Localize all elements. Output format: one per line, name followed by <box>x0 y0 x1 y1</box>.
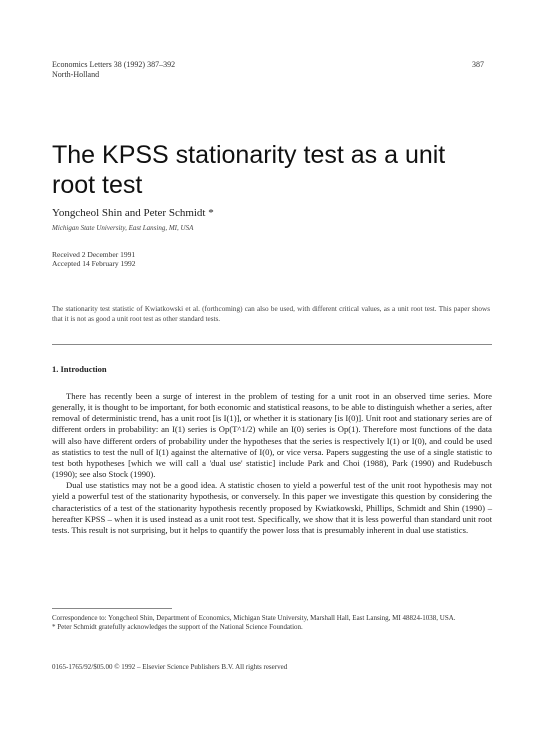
paragraph: Dual use statistics may not be a good idea. A statistic chosen to yield a powerful test of the unit root hypothesis may not yield a powerful test of the stationarity hypothesis, or conversely. In this paper we investigate this question by considering the characteristics of a test of the stationarity hypothesis recently proposed by Kwiatkowski, Phillips, Schmidt and Shin (1990) – hereafter KPSS – when it is used instead as a unit root test. Specifically, we show that it is less powerful than standard unit root tests. This result is not surprising, but it helps to quantify the power loss that is presumably inherent in dual use statistics. <box>52 480 492 535</box>
footnote-divider <box>52 608 172 609</box>
copyright-line: 0165-1765/92/$05.00 © 1992 – Elsevier Science Publishers B.V. All rights reserved <box>52 663 288 671</box>
affiliation: Michigan State University, East Lansing, MI, USA <box>52 224 194 232</box>
divider <box>52 344 492 345</box>
paragraph: There has recently been a surge of interest in the problem of testing for a unit root in an observed time series. More generally, it is thought to be important, for both economic and statistical reasons, to be able to distinguish whether a series, after removal of deterministic trend, has a unit root [is I(1)], or whether it is stationary [is I(0)]. Unit root and stationary series are of different orders in probability: an I(1) series is Op(T^1/2) while an I(0) series is Op(1). Therefore most functions of the data will also have different orders of probability under the hypotheses that the series is respectively I(1) or I(0), and could be used as statistics to test the null of I(1) against the alternative of I(0), or vice versa. Papers suggesting the use of a single statistic to test both hypotheses [which we will call a 'dual use' statistic] include Park and Choi (1988), Park (1990) and Rudebusch (1990); see also Stock (1990). <box>52 391 492 480</box>
accepted-date: Accepted 14 February 1992 <box>52 259 136 268</box>
authors: Yongcheol Shin and Peter Schmidt * <box>52 207 214 219</box>
publisher: North-Holland <box>52 70 100 79</box>
paper-title: The KPSS stationarity test as a unit root test <box>52 141 446 199</box>
correspondence-note: Correspondence to: Yongcheol Shin, Department of Economics, Michigan State University, Marshall Hall, East Lansing, MI 48824-1038, USA. <box>52 614 456 622</box>
page-number: 387 <box>472 60 484 69</box>
acknowledgement-note: * Peter Schmidt gratefully acknowledges the support of the National Science Foundation. <box>52 623 303 631</box>
abstract: The stationarity test statistic of Kwiatkowski et al. (forthcoming) can also be used, with different critical values, as a unit root test. This paper shows that it is not as good a unit root test as other standard tests. <box>52 305 490 323</box>
journal-citation: Economics Letters 38 (1992) 387–392 <box>52 60 176 69</box>
footnotes <box>52 614 492 632</box>
body-text <box>52 391 492 536</box>
journal-info <box>52 60 175 80</box>
received-dates <box>52 250 136 268</box>
section-heading: 1. Introduction <box>52 364 107 374</box>
received-date: Received 2 December 1991 <box>52 250 136 259</box>
